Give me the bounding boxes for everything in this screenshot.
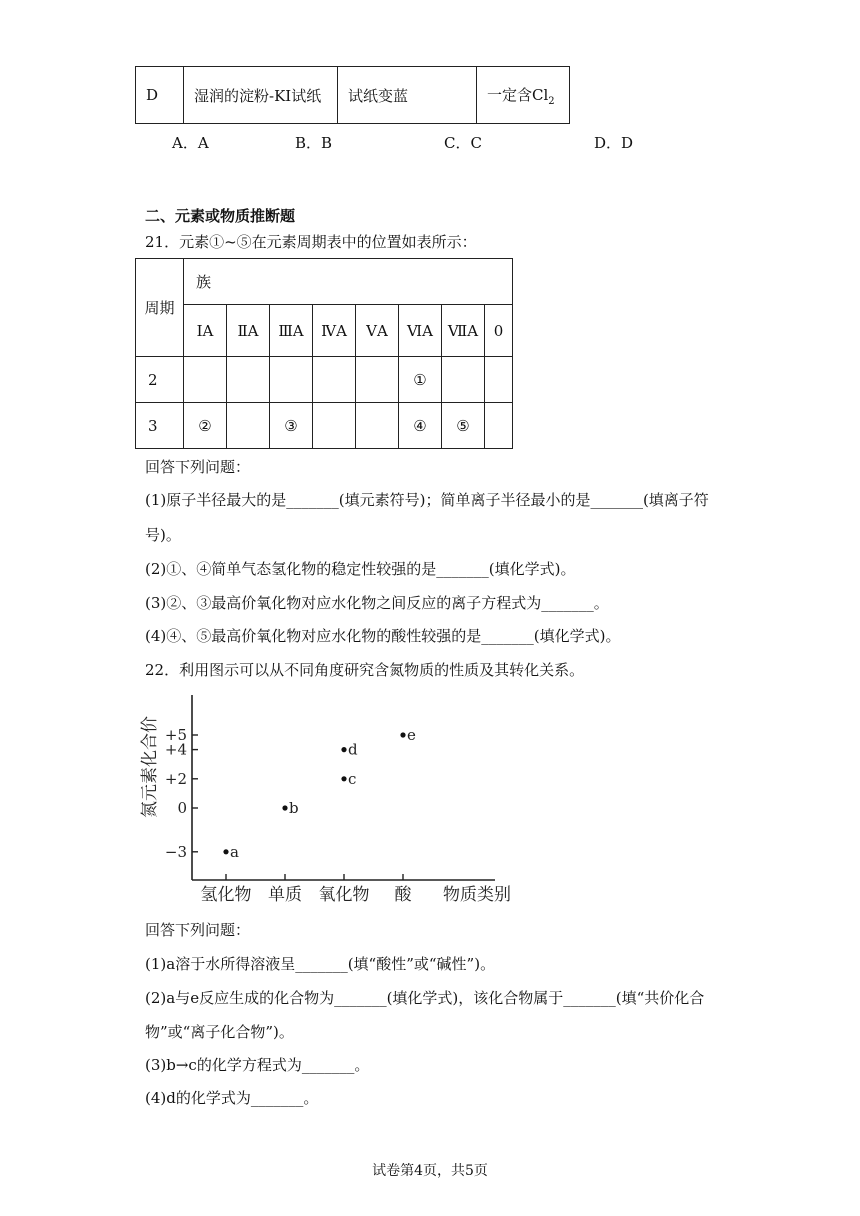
table-cell bbox=[227, 403, 270, 449]
table-cell: ④ bbox=[399, 403, 442, 449]
table-cell: ⑤ bbox=[442, 403, 485, 449]
table-cell: ② bbox=[184, 403, 227, 449]
x-category-label: 酸 bbox=[394, 885, 412, 905]
data-point-c bbox=[341, 776, 346, 781]
table-cell bbox=[227, 357, 270, 403]
q21-part-3: (3)②、③最高价氧化物对应水化物之间反应的离子方程式为_______。 bbox=[145, 594, 609, 612]
data-point-a bbox=[223, 849, 228, 854]
y-tick-label: +4 bbox=[164, 740, 187, 759]
group-label: ⅥA bbox=[399, 305, 442, 357]
y-tick-label: +2 bbox=[164, 769, 187, 788]
conclusion-cell bbox=[477, 67, 570, 124]
data-point-label-d: d bbox=[348, 740, 358, 759]
table-cell bbox=[313, 357, 356, 403]
data-point-label-e: e bbox=[407, 726, 416, 744]
chart-y-label: 氮元素化合价 bbox=[140, 716, 160, 818]
option-letter: D bbox=[136, 67, 184, 124]
group-header: 族 bbox=[184, 259, 513, 305]
nitrogen-valence-chart bbox=[135, 690, 525, 910]
chart-x-categories bbox=[201, 874, 413, 905]
q22-part-4: (4)d的化学式为_______。 bbox=[145, 1089, 319, 1107]
table-cell bbox=[270, 357, 313, 403]
table-cell bbox=[313, 403, 356, 449]
y-tick-label: 0 bbox=[177, 799, 187, 817]
q22-answer-prompt: 回答下列问题： bbox=[145, 921, 251, 939]
option-a[interactable]: A．A bbox=[172, 134, 209, 152]
phenomenon-cell: 试纸变蓝 bbox=[338, 67, 477, 124]
group-label: ⅡA bbox=[227, 305, 270, 357]
data-point-label-c: c bbox=[348, 769, 357, 788]
chart-points bbox=[223, 726, 416, 861]
q21-part-1-cont: 号)。 bbox=[145, 526, 181, 544]
formula-cl: Cl bbox=[532, 85, 549, 104]
x-category-label: 单质 bbox=[268, 885, 302, 905]
q21-answer-prompt: 回答下列问题： bbox=[145, 458, 251, 476]
q21-part-2: (2)①、④简单气态氢化物的稳定性较强的是_______(填化学式)。 bbox=[145, 560, 576, 578]
group-label: ⅠA bbox=[184, 305, 227, 357]
table-cell bbox=[356, 357, 399, 403]
data-point-label-b: b bbox=[289, 799, 299, 817]
table-cell bbox=[356, 403, 399, 449]
option-b[interactable]: B．B bbox=[295, 134, 333, 152]
formula-subscript: 2 bbox=[548, 95, 555, 107]
table-cell: ① bbox=[399, 357, 442, 403]
periodic-table bbox=[135, 258, 513, 449]
table-cell bbox=[485, 357, 513, 403]
q22-part-3: (3)b→c的化学方程式为_______。 bbox=[145, 1056, 370, 1074]
q21-part-1: (1)原子半径最大的是_______(填元素符号)；简单离子半径最小的是_______(填离子符 bbox=[145, 491, 709, 509]
period-label: 2 bbox=[136, 357, 184, 403]
x-category-label: 氢化物 bbox=[200, 885, 252, 905]
q22-stem: 22．利用图示可以从不同角度研究含氮物质的性质及其转化关系。 bbox=[145, 661, 585, 679]
table-cell bbox=[184, 357, 227, 403]
data-point-label-a: a bbox=[230, 842, 239, 861]
table-cell: ③ bbox=[270, 403, 313, 449]
table-cell bbox=[485, 403, 513, 449]
table-cell bbox=[442, 357, 485, 403]
reagent-cell: 湿润的淀粉-KI试纸 bbox=[184, 67, 338, 124]
period-label: 3 bbox=[136, 403, 184, 449]
chart-y-ticks bbox=[165, 726, 198, 861]
chart-x-label: 物质类别 bbox=[443, 885, 511, 905]
data-point-b bbox=[282, 805, 287, 810]
group-label: 0 bbox=[485, 305, 513, 357]
q22-part-1: (1)a溶于水所得溶液呈_______(填“酸性”或“碱性”)。 bbox=[145, 955, 496, 973]
period-header: 周期 bbox=[136, 259, 184, 357]
q21-part-4: (4)④、⑤最高价氧化物对应水化物的酸性较强的是_______(填化学式)。 bbox=[145, 627, 621, 645]
page-footer: 试卷第4页，共5页 bbox=[372, 1163, 488, 1179]
y-tick-label: +5 bbox=[164, 726, 187, 744]
group-label: ⅢA bbox=[270, 305, 313, 357]
option-d[interactable]: D．D bbox=[594, 134, 634, 152]
data-point-d bbox=[341, 747, 346, 752]
q22-part-2-cont: 物”或“离子化合物”)。 bbox=[145, 1023, 294, 1041]
section-title: 二、元素或物质推断题 bbox=[145, 207, 296, 225]
conclusion-text: 一定含 bbox=[487, 85, 533, 104]
q22-part-2: (2)a与e反应生成的化合物为_______(填化学式)，该化合物属于_______(填“共价化合 bbox=[145, 989, 705, 1007]
option-table-row-d bbox=[135, 66, 570, 124]
data-point-e bbox=[400, 732, 405, 737]
y-tick-label: −3 bbox=[164, 842, 187, 861]
group-label: ⅦA bbox=[442, 305, 485, 357]
group-label: ⅣA bbox=[313, 305, 356, 357]
q21-stem: 21．元素①~⑤在元素周期表中的位置如表所示： bbox=[145, 233, 477, 251]
option-c[interactable]: C．C bbox=[444, 134, 482, 152]
x-category-label: 氧化物 bbox=[318, 885, 370, 905]
group-label: ⅤA bbox=[356, 305, 399, 357]
